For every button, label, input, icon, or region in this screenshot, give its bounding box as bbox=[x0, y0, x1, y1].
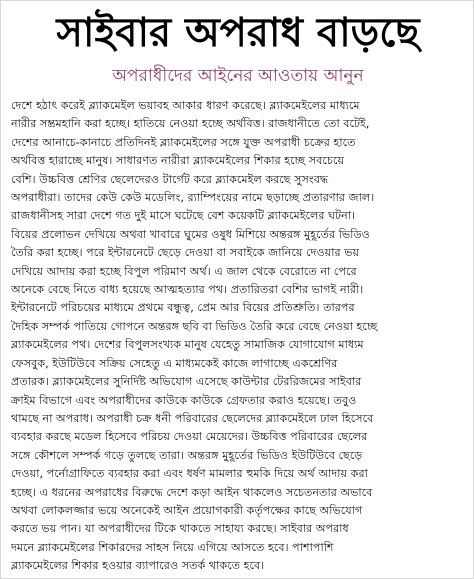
body-line: দেশে হঠাৎ করেই ব্ল্যাকমেইল ভয়াবহ আকার ধারণ করেছে। ব্ল্যাকমেইলের মাধ্যমে bbox=[11, 99, 360, 112]
body-line: সঙ্গে কৌশলে সম্পর্ক গড়ে তুলছে তারা। অন্তরঙ্গ মুহূর্তের ভিডিও ইউটিউবে ছেড়ে bbox=[11, 448, 363, 462]
article-headline: সাইবার অপরাধ বাড়ছে bbox=[56, 10, 420, 56]
body-line: প্রতারক। ব্ল্যাকমেইলের সুনির্দিষ্ট অভিযোগ এসেছে কাউন্টার টেররিজমের সাইবার bbox=[11, 375, 362, 389]
body-line: ক্রাইম বিভাগে এবং অপরাধীদের কাউকে কাউকে গ্রেফতার করাও হয়েছে। তবুও bbox=[11, 393, 357, 407]
body-line: দেওয়া, পর্নোগ্রাফিতে ব্যবহার করা এবং ধর্ষণ মামলার হুমকি দিয়ে অর্থ আদায় করা bbox=[11, 467, 368, 481]
body-line: অথবা লোকলজ্জার ভয়ে অনেকেই আইন প্রয়োগকারী কর্তৃপক্ষের কাছে অভিযোগ bbox=[11, 503, 363, 517]
body-line: করতে ভয় পান। যা অপরাধীদের টিকে থাকতে সাহায্য করছে। সাইবার অপরাধ bbox=[11, 522, 349, 536]
body-line: ব্ল্যাকমেইলের পথ। দেশের বিপুলসংখ্যক মানুষ যেহেতু সামাজিক যোগাযোগ মাধ্যম bbox=[11, 338, 364, 352]
body-line: ব্ল্যাকমেইলের শিকার হওয়ার ব্যাপারেও সতর্ক থাকতে হবে। bbox=[11, 559, 265, 573]
body-line: রাজধানীসহ সারা দেশে গত দুই মাসে ঘটেছে বেশ কয়েকটি ব্ল্যাকমেইলের ঘটনা। bbox=[11, 209, 356, 223]
body-line: বেশি। উচ্চবিত্ত শ্রেণির ছেলেদেরও টার্গেট করে ব্ল্যাকমেইল করছে সুসংবদ্ধ bbox=[11, 172, 329, 186]
body-line: অপরাধীরা। তাদের কেউ কেউ মডেলিং, র‌্যাম্পিংয়ের নামে ছড়াচ্ছে প্রতারণার জাল। bbox=[11, 191, 375, 205]
body-line: অর্থবিত্ত হারাচ্ছে মানুষ। সাধারণত নারীরা ব্ল্যাকমেইলের শিকার হচ্ছে সবচেয়ে bbox=[11, 154, 345, 168]
body-line: দেশের আনাচে-কানাচে প্রতিদিনই ব্ল্যাকমেইলের সঙ্গে যুক্ত অপরাধী চক্রের হাতে bbox=[11, 135, 356, 149]
article-subheadline: অপরাধীদের আইনের আওতায় আনুন bbox=[112, 66, 364, 86]
body-line: ব্যবহার করছে মডেল হিসেবে পরিচয় দেওয়া মেয়েদের। উচ্চবিত্ত পরিবারের ছেলের bbox=[11, 430, 368, 444]
body-line: দেখিয়ে আদায় করা হচ্ছে বিপুল পরিমাণ অর্থ। এ জাল থেকে বেরোতে না পেরে bbox=[11, 264, 357, 278]
body-line: থামছে না অপরাধ। অপরাধী চক্র ধনী পরিবারের ছেলেদের ব্ল্যাকমেইলে ঢাল হিসেবে bbox=[11, 411, 374, 425]
body-line: দমনে ব্ল্যাকমেইলের শিকারদের সাহস নিয়ে এগিয়ে আসতে হবে। পাশাপাশি bbox=[11, 540, 334, 554]
body-line: অনেকে বেছে নিতে বাধ্য হয়েছে আত্মহত্যার পথ। প্রতারিতরা বেশির ভাগই নারী। bbox=[11, 283, 364, 297]
body-line: বিয়ের প্রলোভন দেখিয়ে অথবা খাবারে ঘুমের ওষুধ মিশিয়ে অন্তরঙ্গ মুহূর্তের ভিডিও bbox=[11, 227, 370, 241]
body-line: হচ্ছে। এ ধরনের অপরাধের বিরুদ্ধে দেশে কড়া আইন থাকলেও সচেতনতার অভাবে bbox=[11, 485, 373, 499]
body-line: ইন্টারনেটে পরিচয়ের মাধ্যমে প্রথমে বন্ধুত্ব, প্রেম আর বিয়ের প্রতিশ্রুতি। তারপর bbox=[11, 301, 355, 315]
body-line: তৈরি করা হচ্ছে। পরে ইন্টারনেটে ছেড়ে দেওয়া বা সবাইকে জানিয়ে দেওয়ার ভয় bbox=[11, 246, 360, 260]
body-line: নারীর সম্ভ্রমহানি করা হচ্ছে। হাতিয়ে নেওয়া হচ্ছে অর্থবিত্ত। রাজধানীতে তো বটেই, bbox=[11, 117, 370, 131]
body-line: ফেসবুক, ইউটিউবে সক্রিয় সেহেতু এ মাধ্যমকেই কাজে লাগাচ্ছে একশ্রেণির bbox=[11, 356, 338, 370]
article-body bbox=[11, 97, 465, 575]
body-line: দৈহিক সম্পর্ক পাতিয়ে গোপনে অন্তরঙ্গ ছবি বা ভিডিও তৈরি করে বেছে নেওয়া হচ্ছে bbox=[11, 319, 378, 333]
